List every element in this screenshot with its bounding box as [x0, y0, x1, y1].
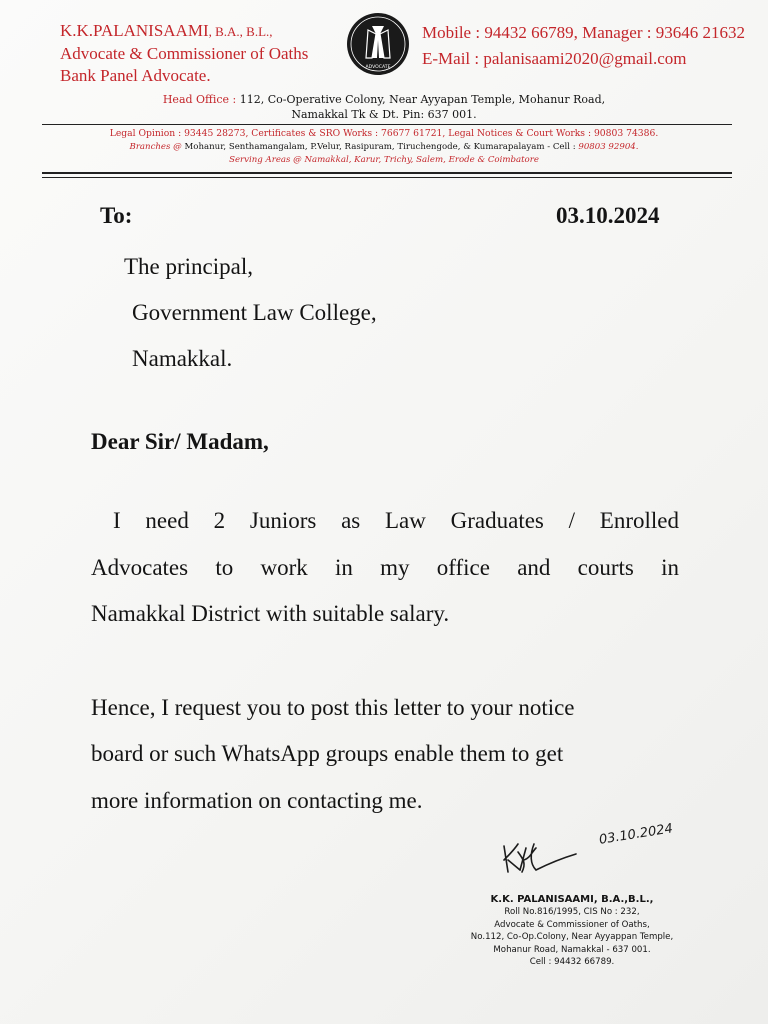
body-line: Namakkal District with suitable salary. [91, 601, 450, 626]
letterhead-right [422, 20, 745, 72]
branches-line [0, 141, 768, 153]
salutation: Dear Sir/ Madam, [91, 429, 269, 454]
head-office-line-2: Namakkal Tk & Dt. Pin: 637 001. [291, 108, 477, 121]
letterhead-divider-bottom-1 [42, 172, 732, 174]
logo-caption: ADVOCATE [365, 65, 391, 70]
services-line: Legal Opinion : 93445 28273, Certificates & SRO Works : 76677 61721, Legal Notices & Court Works : 90803 74386. [109, 128, 659, 139]
branches-cell: 90803 92904. [578, 142, 639, 152]
branches-label: Branches @ [129, 142, 182, 152]
serving-areas-line [0, 154, 768, 166]
body-line: more information on contacting me. [91, 788, 423, 813]
head-office-label: Head Office : [162, 93, 237, 106]
recipient-line: Namakkal. [132, 346, 233, 371]
recipient-line: The principal, [124, 254, 254, 279]
letter-date: 03.10.2024 [556, 203, 660, 228]
letterhead-divider-bottom-2 [42, 177, 732, 178]
body-line: Advocates to work in my office and courts in [91, 555, 679, 580]
manager-number: 93646 21632 [655, 23, 745, 42]
contact-email-line [422, 46, 745, 72]
stamp-line: Mohanur Road, Namakkal - 637 001. [493, 944, 651, 955]
body-line: board or such WhatsApp groups enable them to get [91, 741, 564, 766]
advocate-name: K.K.PALANISAAMI [60, 21, 209, 40]
advocate-stamp [452, 894, 692, 968]
mobile-label: Mobile : [422, 23, 481, 42]
advocate-title: Advocate & Commissioner of Oaths [60, 44, 309, 63]
stamp-line: Advocate & Commissioner of Oaths, [494, 919, 650, 930]
stamp-name: K.K. PALANISAAMI, B.A.,B.L., [490, 894, 654, 905]
email-address: palanisaami2020@gmail.com [483, 49, 687, 68]
stamp-line: No.112, Co-Op.Colony, Near Ayyappan Temple, [470, 932, 674, 943]
body-line: I need 2 Juniors as Law Graduates / Enrolled [113, 508, 679, 533]
body-line: Hence, I request you to post this letter to your notice [91, 695, 575, 720]
advocate-logo [346, 12, 410, 76]
branches-list: Mohanur, Senthamangalam, P.Velur, Rasipuram, Tiruchengode, & Kumarapalayam - Cell : [184, 142, 576, 152]
serving-label: Serving Areas @ [229, 155, 302, 165]
recipient-line: Government Law College, [132, 300, 377, 325]
head-office-line [0, 92, 768, 107]
handwritten-date: 03.10.2024 [598, 821, 674, 848]
letterhead-divider-top [42, 124, 732, 125]
stamp-line: Cell : 94432 66789. [529, 957, 615, 968]
advocate-degree: , B.A., B.L., [208, 24, 273, 39]
head-office-address: 112, Co-Operative Colony, Near Ayyapan Temple, Mohanur Road, [239, 93, 606, 106]
serving-areas: Namakkal, Karur, Trichy, Salem, Erode & Coimbatore [304, 155, 539, 165]
to-label: To: [100, 203, 133, 228]
stamp-line: Roll No.816/1995, CIS No : 232, [504, 907, 640, 918]
advocate-name-line [60, 20, 308, 43]
advocate-role: Bank Panel Advocate. [60, 66, 211, 85]
manager-label: Manager : [582, 23, 652, 42]
contact-phone-line [422, 20, 745, 46]
mobile-number: 94432 66789, [484, 23, 578, 42]
letterhead-left [60, 20, 308, 87]
email-label: E-Mail : [422, 49, 480, 68]
